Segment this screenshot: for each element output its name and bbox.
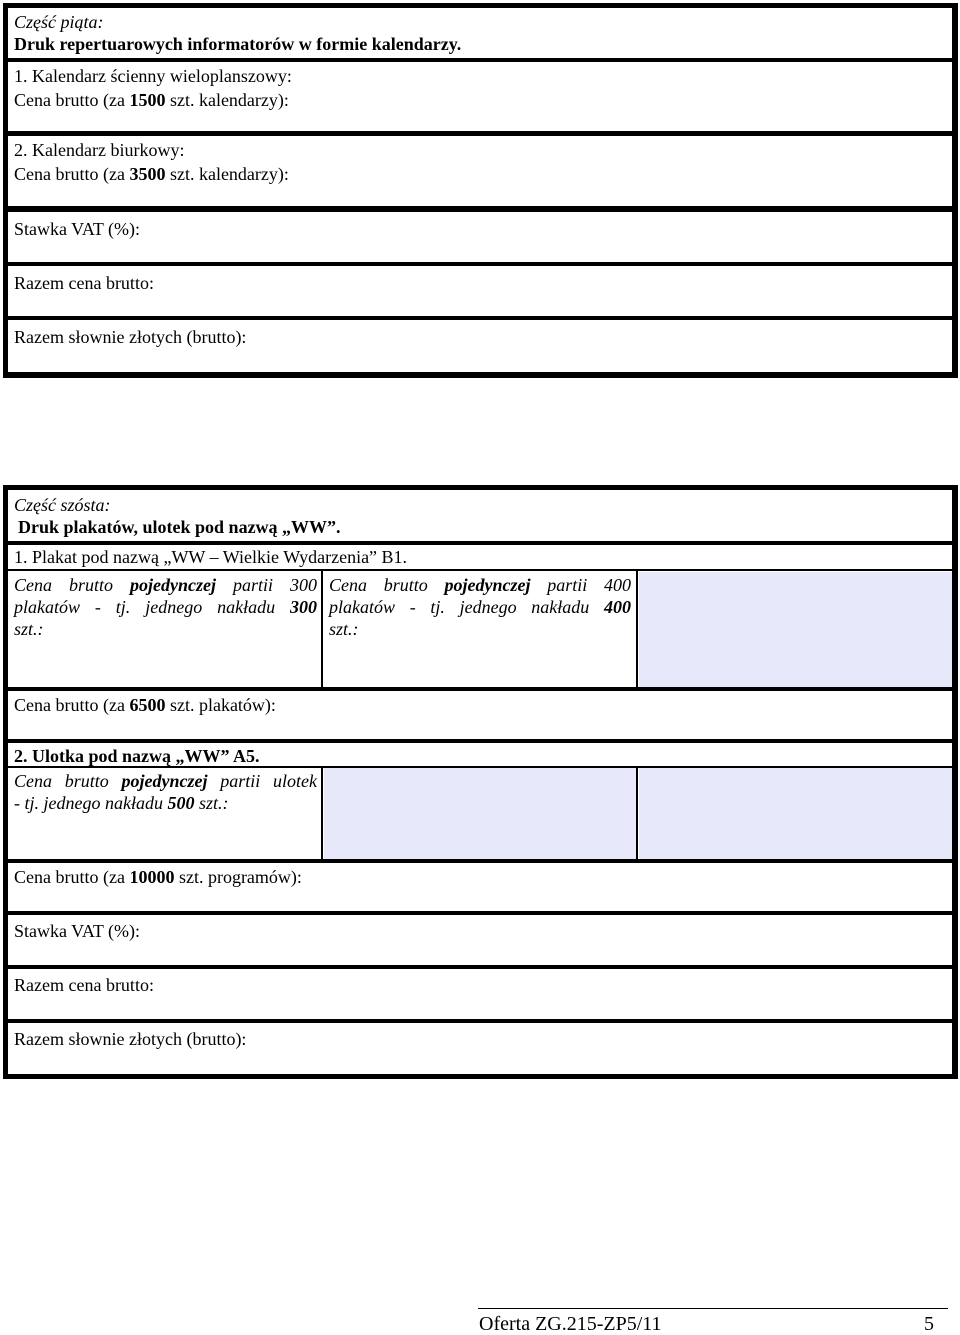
divider (321, 766, 323, 859)
part5-title: Druk repertuarowych informatorów w formie kalendarzy. (14, 34, 462, 54)
divider (8, 569, 952, 571)
part6-vat-label: Stawka VAT (%): (14, 921, 140, 941)
part5-heading: Część piąta: (14, 12, 104, 32)
part6-total-words-label: Razem słownie złotych (brutto): (14, 1029, 247, 1049)
part5-vat-field[interactable] (8, 212, 952, 262)
divider (636, 766, 638, 859)
part6-leaflet-price-field-a[interactable] (324, 768, 636, 859)
part6-heading: Część szósta: (14, 495, 111, 515)
part5-item2-price: Cena brutto (za 3500 szt. kalendarzy): (14, 164, 289, 184)
part6-leaflet-price-field-b[interactable] (639, 768, 952, 859)
part6-posters-price: Cena brutto (za 6500 szt. plakatów): (14, 695, 276, 715)
footer-ref: Oferta ZG.215-ZP5/11 (479, 1313, 662, 1335)
footer-rule (478, 1308, 948, 1309)
divider (636, 569, 638, 687)
part6-cell-400-label: Cena brutto pojedynczej partii 400 plakatów - tj. jednego nakładu 400 szt.: (329, 575, 631, 639)
part6-cell-300-label: Cena brutto pojedynczej partii 300 plakatów - tj. jednego nakładu 300 szt.: (14, 575, 317, 639)
part6-leaflet-label: Cena brutto pojedynczej partii ulotek - tj. jednego nakładu 500 szt.: (14, 771, 317, 813)
divider (321, 569, 323, 687)
page-number: 5 (924, 1313, 934, 1335)
part5-item1-price: Cena brutto (za 1500 szt. kalendarzy): (14, 90, 289, 110)
part5-item2-title: 2. Kalendarz biurkowy: (14, 140, 185, 160)
part6-item2-title: 2. Ulotka pod nazwą „WW” A5. (14, 746, 260, 766)
part6-programs-price: Cena brutto (za 10000 szt. programów): (14, 867, 302, 887)
part6-title: Druk plakatów, ulotek pod nazwą „WW”. (18, 517, 341, 537)
part5-item1-title: 1. Kalendarz ścienny wieloplanszowy: (14, 66, 292, 86)
part6-total-label: Razem cena brutto: (14, 975, 154, 995)
part5-total-words-label: Razem słownie złotych (brutto): (14, 327, 247, 347)
part6-item1-title: 1. Plakat pod nazwą „WW – Wielkie Wydarzenia” B1. (14, 547, 408, 567)
part5-vat-label: Stawka VAT (%): (14, 219, 140, 239)
part5-total-label: Razem cena brutto: (14, 273, 154, 293)
part6-price-400-field[interactable] (639, 572, 952, 687)
part6-vat-field[interactable] (8, 915, 952, 965)
